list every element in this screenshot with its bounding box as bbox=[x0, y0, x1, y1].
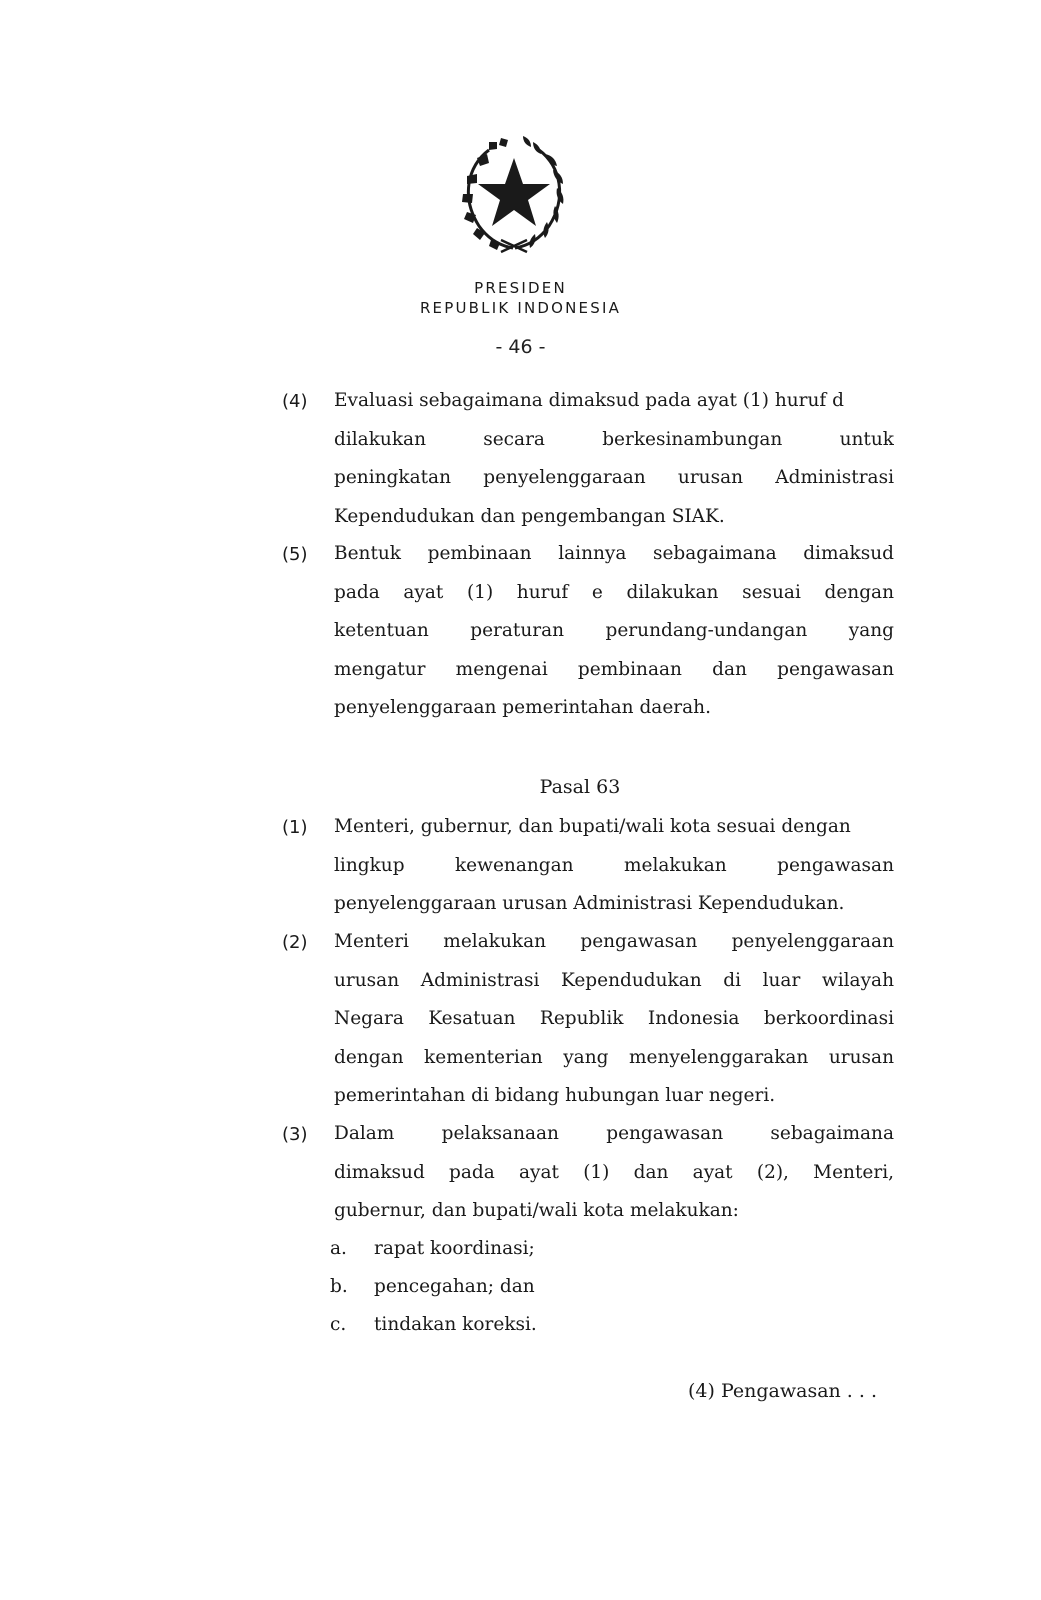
item-number: (2) bbox=[282, 932, 308, 953]
item-text bbox=[334, 382, 894, 536]
text-line: Kependudukan dan pengembangan SIAK. bbox=[334, 505, 725, 527]
text-line: ketentuan peraturan perundang-undangan yang bbox=[334, 620, 894, 641]
item-number: (5) bbox=[282, 544, 308, 565]
text-line: Dalam pelaksanaan pengawasan sebagaimana bbox=[334, 1123, 894, 1144]
subitem-text: pencegahan; dan bbox=[374, 1276, 535, 1297]
item-number: (4) bbox=[282, 391, 308, 412]
subitem-text: tindakan koreksi. bbox=[374, 1314, 537, 1335]
header-presiden: PRESIDEN bbox=[474, 279, 567, 297]
text-line: dengan kementerian yang menyelenggarakan urusan bbox=[334, 1046, 894, 1068]
subitem-b bbox=[330, 1268, 535, 1306]
text-line: Negara Kesatuan Republik Indonesia berkoordinasi bbox=[334, 1008, 894, 1029]
text-line: pemerintahan di bidang hubungan luar negeri. bbox=[334, 1085, 776, 1106]
text-line: dimaksud pada ayat (1) dan ayat (2), Menteri, bbox=[334, 1161, 894, 1183]
article-heading: Pasal 63 bbox=[539, 776, 621, 798]
text-line: Evaluasi sebagaimana dimaksud pada ayat (1) huruf d bbox=[334, 390, 845, 411]
item-text bbox=[334, 535, 894, 728]
text-line: mengatur mengenai pembinaan dan pengawasan bbox=[334, 658, 894, 680]
page-number: - 46 - bbox=[495, 336, 546, 358]
subitem-letter: c. bbox=[330, 1314, 347, 1335]
header-republik-indonesia: REPUBLIK INDONESIA bbox=[419, 299, 622, 317]
text-line: gubernur, dan bupati/wali kota melakukan: bbox=[334, 1200, 739, 1221]
item-text bbox=[334, 1115, 894, 1231]
text-line: lingkup kewenangan melakukan pengawasan bbox=[334, 854, 894, 876]
item-number: (1) bbox=[282, 817, 308, 838]
text-line: dilakukan secara berkesinambungan untuk bbox=[334, 428, 894, 450]
item-text bbox=[334, 808, 894, 924]
text-line: Menteri melakukan pengawasan penyelenggaraan bbox=[334, 931, 894, 952]
text-line: urusan Administrasi Kependudukan di luar wilayah bbox=[334, 969, 894, 991]
subitem-letter: b. bbox=[330, 1276, 348, 1297]
subitem-a bbox=[330, 1230, 535, 1268]
text-line: Bentuk pembinaan lainnya sebagaimana dimaksud bbox=[334, 543, 894, 564]
item-number: (3) bbox=[282, 1124, 308, 1145]
subitem-c bbox=[330, 1306, 537, 1344]
continuation-note: (4) Pengawasan . . . bbox=[688, 1380, 877, 1402]
text-line: Menteri, gubernur, dan bupati/wali kota sesuai dengan bbox=[334, 816, 851, 837]
text-line: penyelenggaraan urusan Administrasi Kependudukan. bbox=[334, 893, 845, 914]
subitem-letter: a. bbox=[330, 1238, 347, 1259]
item-text bbox=[334, 923, 894, 1116]
subitem-text: rapat koordinasi; bbox=[374, 1238, 535, 1259]
text-line: peningkatan penyelenggaraan urusan Administrasi bbox=[334, 467, 894, 488]
text-line: pada ayat (1) huruf e dilakukan sesuai dengan bbox=[334, 581, 894, 603]
text-line: penyelenggaraan pemerintahan daerah. bbox=[334, 697, 711, 718]
presidential-star-emblem-icon bbox=[449, 128, 579, 258]
